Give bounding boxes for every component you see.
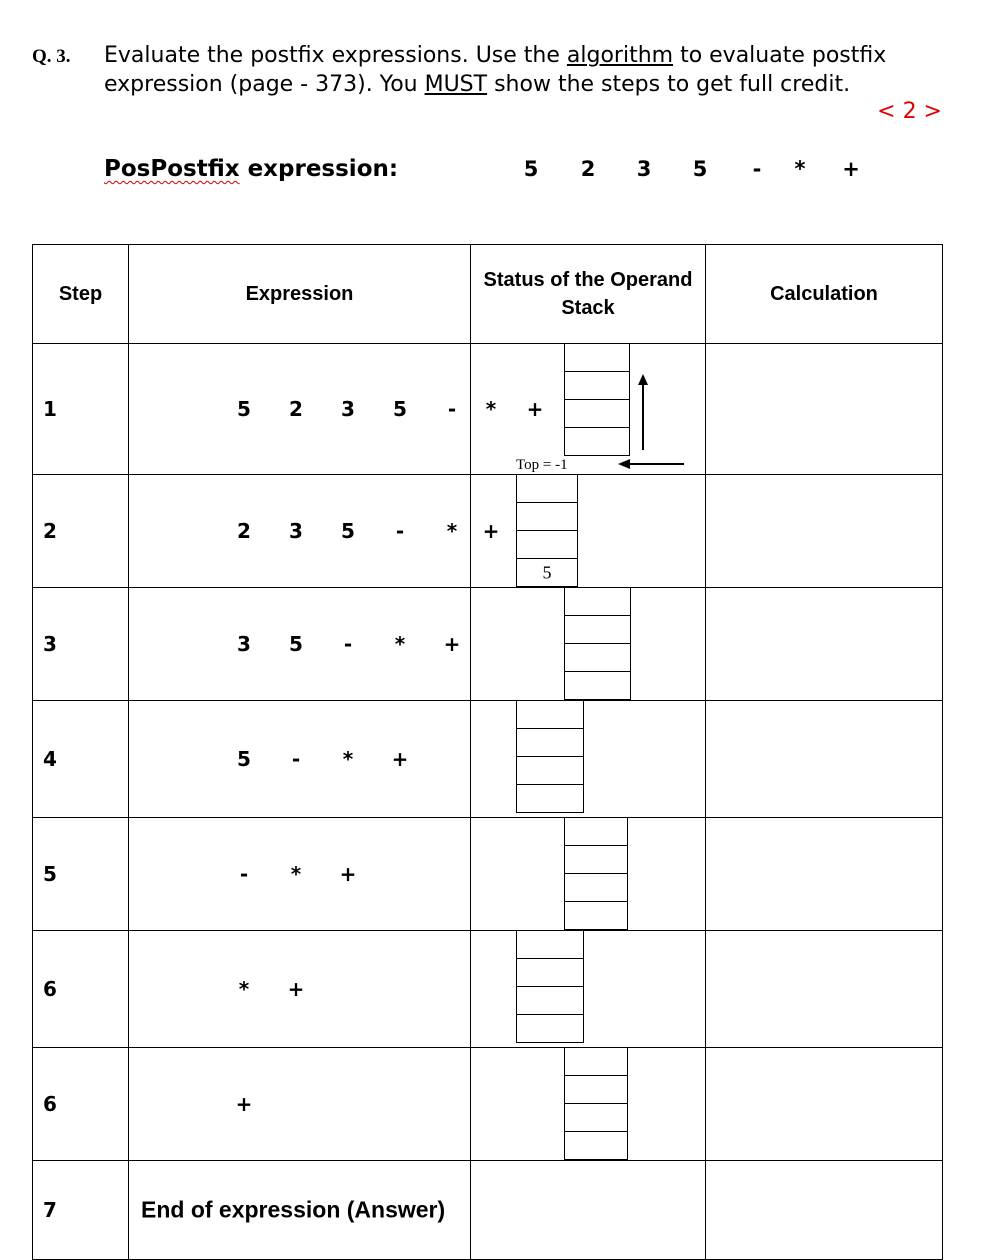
stack-slot bbox=[565, 1048, 627, 1076]
header-step: Step bbox=[33, 245, 129, 344]
stack-slot bbox=[565, 616, 630, 644]
calculation-cell[interactable] bbox=[706, 931, 943, 1048]
postfix-label bbox=[104, 156, 398, 182]
expression-token: * bbox=[485, 397, 497, 421]
calculation-cell[interactable] bbox=[706, 818, 943, 931]
expression-token: 5 bbox=[341, 519, 355, 543]
expression-token: + bbox=[482, 519, 500, 543]
expression-token: 5 bbox=[237, 747, 251, 771]
stack-slot bbox=[565, 1104, 627, 1132]
expression-token: - bbox=[395, 519, 405, 543]
step-number: 6 bbox=[33, 1048, 129, 1161]
stack-slot bbox=[517, 503, 577, 531]
header-expression: Expression bbox=[129, 245, 471, 344]
algorithm-link[interactable]: algorithm bbox=[566, 43, 674, 68]
expression-token: 3 bbox=[237, 632, 251, 656]
table-row bbox=[33, 818, 943, 931]
question-line-1 bbox=[104, 43, 886, 68]
stack-status-cell bbox=[471, 931, 706, 1048]
postfix-token: 5 bbox=[692, 157, 708, 181]
q-line1-before: Evaluate the postfix expressions. Use the bbox=[104, 43, 567, 68]
answer-label: End of expression (Answer) bbox=[141, 1196, 446, 1223]
expression-token: + bbox=[526, 397, 544, 421]
stack-slot bbox=[517, 987, 583, 1015]
stack-slot bbox=[565, 818, 627, 846]
header-stack-line1: Status of the Operand bbox=[483, 269, 693, 291]
expression-token: 3 bbox=[341, 397, 355, 421]
expression-token: * bbox=[342, 747, 354, 771]
expression-token: * bbox=[290, 862, 302, 886]
table-row bbox=[33, 344, 943, 475]
step-number: 4 bbox=[33, 701, 129, 818]
stack-status-cell bbox=[471, 701, 706, 818]
step-number: 3 bbox=[33, 588, 129, 701]
expression-cell bbox=[129, 931, 471, 1048]
arrow-left-icon bbox=[618, 459, 630, 469]
stack-slot bbox=[517, 1015, 583, 1042]
postfix-token: * bbox=[794, 157, 806, 181]
question-line-2 bbox=[104, 72, 850, 97]
expression-token: + bbox=[235, 1092, 253, 1116]
stack-slot bbox=[565, 846, 627, 874]
calculation-cell[interactable] bbox=[706, 1161, 943, 1260]
stack-slot bbox=[565, 1076, 627, 1104]
stack-slot bbox=[517, 785, 583, 812]
operand-stack bbox=[516, 700, 584, 813]
stack-slot bbox=[565, 1132, 627, 1159]
expression-cell bbox=[129, 1161, 471, 1260]
q-line2-before: expression (page - 373). You bbox=[104, 72, 425, 97]
expression-token: + bbox=[339, 862, 357, 886]
expression-cell bbox=[129, 1048, 471, 1161]
must-text: MUST bbox=[424, 72, 488, 97]
expression-token: + bbox=[287, 977, 305, 1001]
stack-slot bbox=[517, 959, 583, 987]
table-row bbox=[33, 475, 943, 588]
expression-token: - bbox=[343, 632, 353, 656]
stack-slot bbox=[517, 475, 577, 503]
table-row bbox=[33, 1161, 943, 1260]
stack-slot bbox=[565, 874, 627, 902]
operand-stack bbox=[564, 817, 628, 930]
expression-token: * bbox=[394, 632, 406, 656]
step-number: 2 bbox=[33, 475, 129, 588]
postfix-token: 2 bbox=[580, 157, 596, 181]
expression-token: * bbox=[446, 519, 458, 543]
stack-status-cell bbox=[471, 475, 706, 588]
top-label: Top = -1 bbox=[516, 457, 568, 473]
stack-slot bbox=[517, 757, 583, 785]
expression-token: + bbox=[443, 632, 461, 656]
expression-token: + bbox=[391, 747, 409, 771]
q-line2-after: show the steps to get full credit. bbox=[487, 72, 851, 97]
stack-slot bbox=[565, 588, 630, 616]
stack-slot bbox=[517, 531, 577, 559]
header-calculation: Calculation bbox=[706, 245, 943, 344]
postfix-token: + bbox=[842, 157, 860, 181]
expression-cell bbox=[129, 701, 471, 818]
expression-token: - bbox=[239, 862, 249, 886]
operand-stack bbox=[564, 587, 631, 700]
calculation-cell[interactable] bbox=[706, 475, 943, 588]
step-number: 1 bbox=[33, 344, 129, 475]
stack-slot bbox=[517, 729, 583, 757]
top-pointer-arrows bbox=[600, 370, 700, 480]
points-label: < 2 > bbox=[877, 99, 942, 124]
q-line1-after: to evaluate postfix bbox=[673, 43, 887, 68]
stack-slot bbox=[565, 344, 629, 372]
step-number: 6 bbox=[33, 931, 129, 1048]
stack-slot bbox=[517, 931, 583, 959]
expression-cell bbox=[129, 588, 471, 701]
expression-token: * bbox=[238, 977, 250, 1001]
expression-cell bbox=[129, 475, 500, 588]
stack-status-cell bbox=[471, 1161, 706, 1260]
expression-token: 5 bbox=[393, 397, 407, 421]
stack-slot bbox=[517, 559, 577, 586]
calculation-cell[interactable] bbox=[706, 588, 943, 701]
calculation-cell[interactable] bbox=[706, 1048, 943, 1161]
stack-value: 5 bbox=[542, 562, 552, 582]
operand-stack bbox=[516, 930, 584, 1043]
stack-slot bbox=[565, 672, 630, 699]
evaluation-table bbox=[32, 244, 943, 1260]
stack-slot bbox=[565, 644, 630, 672]
arrow-up-icon bbox=[638, 374, 648, 385]
postfix-label-rest: expression: bbox=[239, 156, 399, 182]
table-row bbox=[33, 588, 943, 701]
calculation-cell[interactable] bbox=[706, 701, 943, 818]
expression-token: 3 bbox=[289, 519, 303, 543]
stack-slot bbox=[565, 902, 627, 929]
postfix-token: - bbox=[752, 157, 762, 181]
table-row bbox=[33, 701, 943, 818]
expression-token: 5 bbox=[289, 632, 303, 656]
table-row bbox=[33, 931, 943, 1048]
expression-token: 2 bbox=[237, 519, 251, 543]
expression-token: 5 bbox=[237, 397, 251, 421]
operand-stack bbox=[564, 1047, 628, 1160]
misspelled-word: PosPostfix bbox=[104, 156, 240, 182]
header-row bbox=[33, 245, 943, 344]
expression-token: - bbox=[291, 747, 301, 771]
header-stack-line2: Stack bbox=[561, 297, 615, 319]
expression-token: 2 bbox=[289, 397, 303, 421]
header-stack bbox=[471, 245, 706, 344]
table-row bbox=[33, 1048, 943, 1161]
question-number: Q. 3. bbox=[32, 46, 71, 67]
step-number: 7 bbox=[33, 1161, 129, 1260]
step-number: 5 bbox=[33, 818, 129, 931]
postfix-token: 3 bbox=[636, 157, 652, 181]
operand-stack bbox=[516, 474, 578, 587]
stack-slot bbox=[517, 701, 583, 729]
expression-cell bbox=[129, 818, 471, 931]
calculation-cell[interactable] bbox=[706, 344, 943, 475]
expression-token: - bbox=[447, 397, 457, 421]
postfix-token: 5 bbox=[523, 157, 539, 181]
